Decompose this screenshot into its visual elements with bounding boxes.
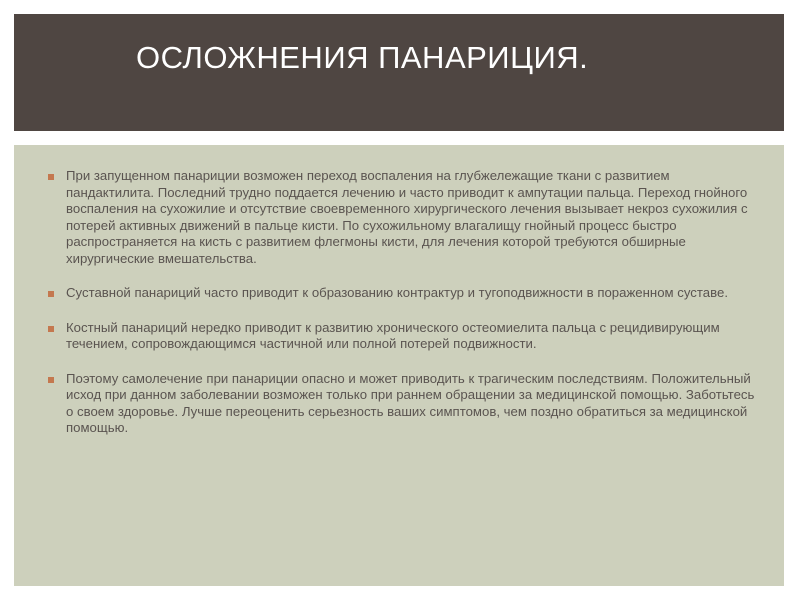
bullet-item — [48, 285, 758, 302]
bullet-text: Поэтому самолечение при панариции опасно и может приводить к трагическим последствиям. Положительный исход при данном заболевании возможен только при раннем обращении за медицинской помощью. Заботьтесь о своем здоровье. Лучше переоценить серьезность ваших симптомов, чем поздно обратиться за медицинской помощью. — [66, 370, 755, 435]
square-bullet-icon — [48, 377, 54, 383]
bullet-item — [48, 371, 758, 437]
bullet-list — [48, 168, 758, 455]
slide-title: ОСЛОЖНЕНИЯ ПАНАРИЦИЯ. — [136, 40, 589, 75]
bullet-text: Костный панариций нередко приводит к развитию хронического остеомиелита пальца с рецидивирующим течением, сопровождающимся частичной или полной потерей подвижности. — [66, 319, 720, 351]
bullet-item — [48, 168, 758, 267]
square-bullet-icon — [48, 326, 54, 332]
square-bullet-icon — [48, 291, 54, 297]
bullet-text: При запущенном панариции возможен переход воспаления на глубжележащие ткани с развитием пандактилита. Последний трудно поддается лечению и часто приводит к ампутации пальца. Переход гнойного воспаления на сухожилие и отсутствие своевременного хирургического лечения вызывает некроз сухожилия с потерей активных движений в пальце кисти. По сухожильному влагалищу гнойный процесс быстро распространяется на кисть с развитием флегмоны кисти, для лечения которой требуются обширные хирургические вмешательства. — [66, 168, 748, 266]
bullet-text: Суставной панариций часто приводит к образованию контрактур и тугоподвижности в пораженном суставе. — [66, 285, 728, 300]
square-bullet-icon — [48, 174, 54, 180]
bullet-item — [48, 320, 758, 353]
